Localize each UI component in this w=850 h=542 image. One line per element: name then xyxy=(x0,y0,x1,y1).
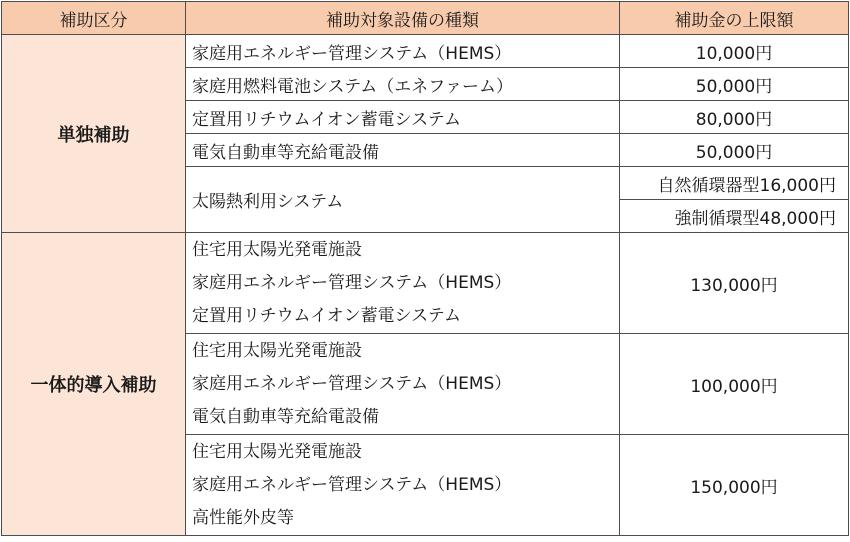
amount-cell: 50,000円 xyxy=(620,134,849,167)
equipment-line: 住宅用太陽光発電施設 xyxy=(192,441,362,462)
amount-cell: 50,000円 xyxy=(620,68,849,101)
equipment-combo-cell xyxy=(186,435,620,536)
equipment-cell-solar-thermal: 太陽熱利用システム xyxy=(186,167,620,233)
category-integrated: 一体的導入補助 xyxy=(2,233,186,536)
amount-cell: 100,000円 xyxy=(620,334,849,435)
category-single: 単独補助 xyxy=(2,35,186,233)
amount-cell: 150,000円 xyxy=(620,435,849,536)
subsidy-table xyxy=(1,1,849,536)
equipment-line: 住宅用太陽光発電施設 xyxy=(192,340,362,361)
equipment-combo-cell xyxy=(186,233,620,334)
equipment-cell: 定置用リチウムイオン蓄電システム xyxy=(186,101,620,134)
amount-cell: 10,000円 xyxy=(620,35,849,68)
equipment-cell: 家庭用エネルギー管理システム（HEMS） xyxy=(186,35,620,68)
header-equipment: 補助対象設備の種類 xyxy=(186,2,620,35)
equipment-combo-cell xyxy=(186,334,620,435)
equipment-line: 高性能外皮等 xyxy=(192,507,294,528)
equipment-line: 家庭用エネルギー管理システム（HEMS） xyxy=(192,373,512,394)
table-row xyxy=(2,233,849,334)
header-row xyxy=(2,2,849,35)
amount-cell-natural-circulation: 自然循環器型16,000円 xyxy=(620,167,849,200)
equipment-line: 定置用リチウムイオン蓄電システム xyxy=(192,305,461,326)
amount-cell-forced-circulation: 強制循環型48,000円 xyxy=(620,200,849,233)
amount-cell: 80,000円 xyxy=(620,101,849,134)
equipment-cell: 電気自動車等充給電設備 xyxy=(186,134,620,167)
equipment-line: 電気自動車等充給電設備 xyxy=(192,406,379,427)
equipment-line: 家庭用エネルギー管理システム（HEMS） xyxy=(192,272,512,293)
header-category: 補助区分 xyxy=(2,2,186,35)
header-amount: 補助金の上限額 xyxy=(620,2,849,35)
table-row xyxy=(2,35,849,68)
equipment-line: 住宅用太陽光発電施設 xyxy=(192,239,362,260)
equipment-line: 家庭用エネルギー管理システム（HEMS） xyxy=(192,474,512,495)
equipment-cell: 家庭用燃料電池システム（エネファーム） xyxy=(186,68,620,101)
amount-cell: 130,000円 xyxy=(620,233,849,334)
